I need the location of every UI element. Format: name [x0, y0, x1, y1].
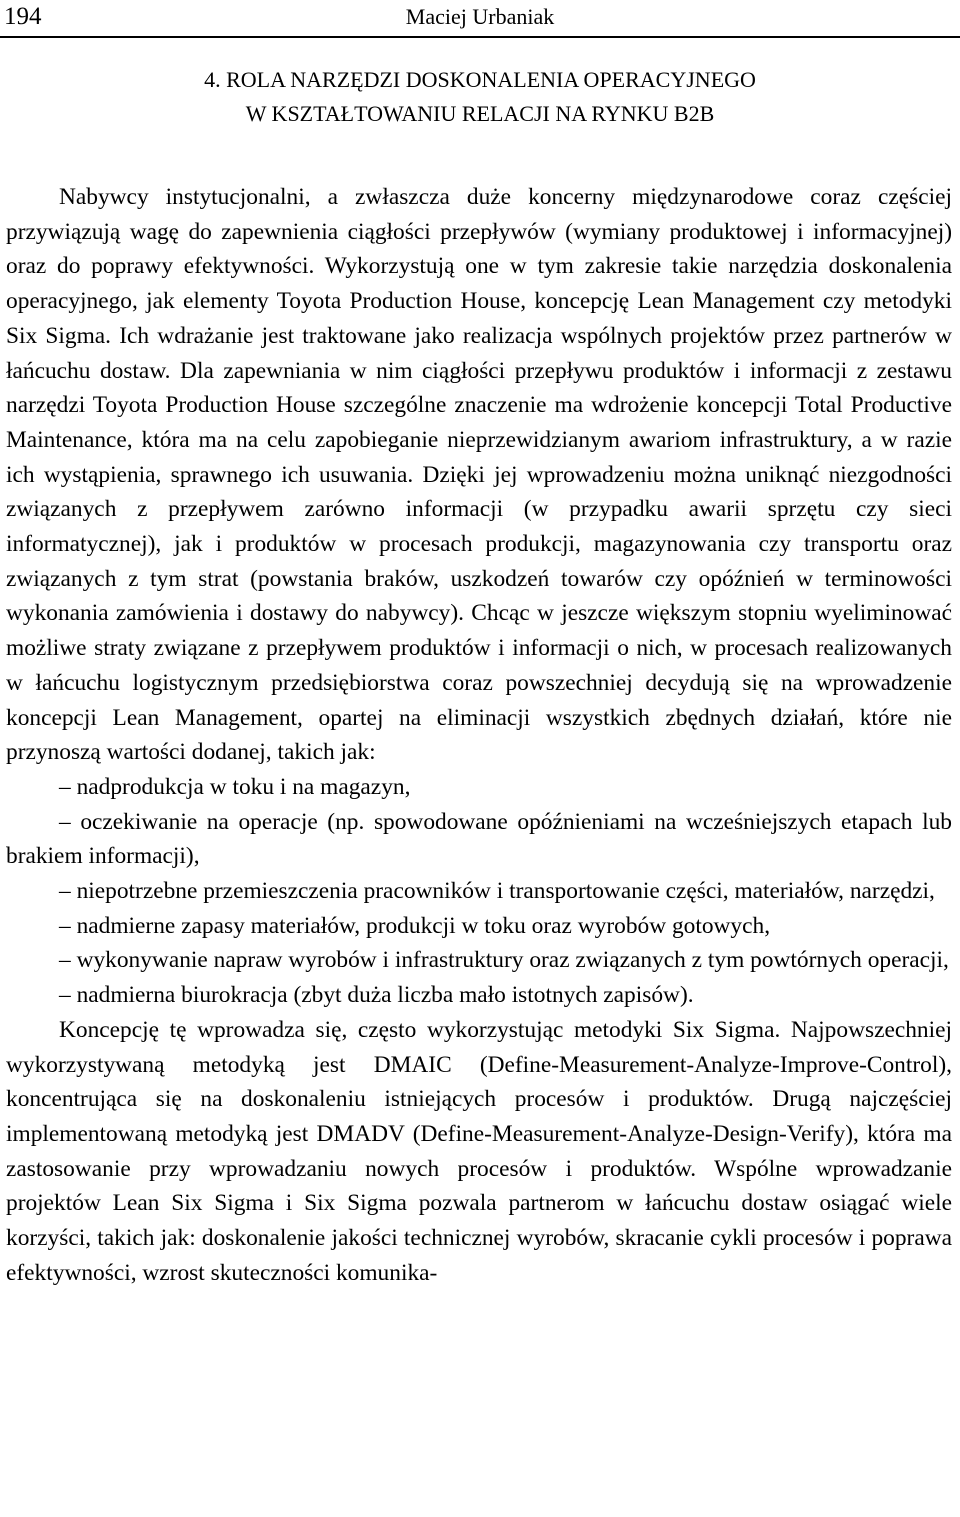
list-item [6, 978, 952, 1013]
paragraph-1: Nabywcy instytucjonalni, a zwłaszcza duże koncerny międzynarodowe coraz częściej przywiązują wagę do zapewnienia ciągłości przepływów (wymiany produktowej i informacyjnej) oraz do poprawy efektywności. Wykorzystują one w tym zakresie takie narzędzia doskonalenia operacyjnego, jak elementy Toyota Production House, koncepcję Lean Management czy metodyki Six Sigma. Ich wdrażanie jest traktowane jako realizacja wspólnych projektów przez partnerów w łańcuchu dostaw. Dla zapewniania w nim ciągłości przepływu produktów i informacji z zestawu narzędzi Toyota Production House szczególne znaczenie ma wdrożenie koncepcji Total Productive Maintenance, która ma na celu zapobieganie nieprzewidzianym awariom infrastruktury, a w razie ich wystąpienia, sprawnego ich usuwania. Dzięki jej wprowadzeniu można uniknąć niezgodności związanych z przepływem zarówno informacji (w przypadku awarii sprzętu czy sieci informatycznej), jak i produktów w procesach produkcji, magazynowania czy transportu oraz związanych z tym strat (powstania braków, uszkodzeń towarów czy opóźnień w terminowości wykonania zamówienia i dostawy do nabywcy). Chcąc w jeszcze większym stopniu wyeliminować możliwe straty związane z przepływem produktów i informacji o nich, w procesach realizowanych w łańcuchu logistycznym przedsiębiorstwa coraz powszechniej decydują się na wprowadzenie koncepcji Lean Management, opartej na eliminacji wszystkich zbędnych działań, które nie przynoszą wartości dodanej, takich jak: [6, 184, 952, 766]
waste-list [6, 770, 952, 1013]
section-title-line-1: 4. ROLA NARZĘDZI DOSKONALENIA OPERACYJNEGO [204, 67, 756, 92]
list-item-text: nadmierna biurokracja (zbyt duża liczba mało istotnych zapisów). [76, 982, 694, 1009]
section-title-line-2: W KSZTAŁTOWANIU RELACJI NA RYNKU B2B [245, 101, 715, 126]
list-dash: – [59, 912, 71, 939]
page-header [0, 0, 960, 38]
body-text [6, 180, 952, 1291]
list-dash: – [59, 808, 71, 835]
list-item [6, 943, 952, 978]
list-dash: – [59, 982, 71, 1009]
list-item-text: oczekiwanie na operacje (np. spowodowane opóźnieniami na wcześniejszych etapach lub brakiem informacji), [6, 808, 952, 870]
page-number: 194 [4, 3, 42, 30]
list-dash: – [59, 773, 71, 800]
list-item-text: nadmierne zapasy materiałów, produkcji w toku oraz wyrobów gotowych, [76, 912, 771, 939]
running-head-author: Maciej Urbaniak [405, 4, 555, 29]
list-item-text: niepotrzebne przemieszczenia pracowników i transportowanie części, materiałów, narzędzi, [76, 878, 935, 905]
list-item [6, 909, 952, 944]
list-dash: – [59, 878, 71, 905]
list-item-text: nadprodukcja w toku i na magazyn, [76, 773, 411, 800]
list-dash: – [59, 947, 71, 974]
list-item [6, 770, 952, 805]
list-item-text: wykonywanie napraw wyrobów i infrastruktury oraz związanych z tym powtórnych operacji, [76, 947, 949, 974]
section-title [0, 63, 960, 131]
list-item [6, 874, 952, 909]
list-item [6, 805, 952, 874]
paragraph-2: Koncepcję tę wprowadza się, często wykorzystując metodyki Six Sigma. Najpowszechniej wykorzystywaną metodyką jest DMAIC (Define-Measurement-Analyze-Improve-Control), koncentrująca się na doskonaleniu istniejących procesów i produktów. Drugą najczęściej implementowaną metodyką jest DMADV (Define-Measurement-Analyze-Design-Verify), która ma zastosowanie przy wprowadzaniu nowych procesów i produktów. Wspólne wprowadzanie projektów Lean Six Sigma i Six Sigma pozwala partnerom w łańcuchu dostaw osiągać wiele korzyści, takich jak: doskonalenie jakości technicznej wyrobów, skracanie cykli procesów i poprawa efektywności, wzrost skuteczności komunika- [6, 1016, 952, 1286]
